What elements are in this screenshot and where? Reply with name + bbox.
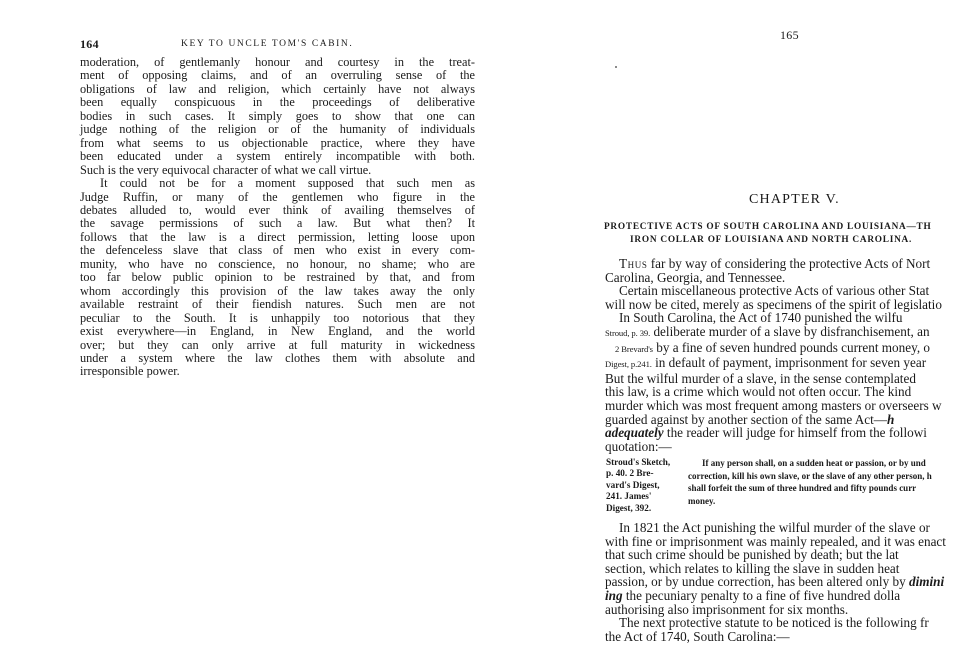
para-3-text-4: in default of payment, imprisonment for seven year xyxy=(655,355,927,371)
left-text-line: over; but they can only arrive at full maturity in wickedness xyxy=(80,337,475,352)
citation-text-line: money. xyxy=(688,495,716,506)
para-3-text-8: guarded against by another section of the same Act— xyxy=(605,411,887,427)
citation-source-line: 241. James' xyxy=(606,491,652,502)
para-3-line-4 xyxy=(605,356,980,372)
para-3-line-1: In South Carolina, the Act of 1740 punished the wilfu xyxy=(619,310,903,326)
para-1-lead: Thus xyxy=(619,256,648,271)
para-4-line-5 xyxy=(605,575,980,589)
running-head: KEY TO UNCLE TOM'S CABIN. xyxy=(181,39,354,49)
margin-note-digest: Digest, p.241. xyxy=(605,359,652,370)
left-text-line: irresponsible power. xyxy=(80,364,180,379)
left-text-line: been educated under a system entirely incompatible with both. xyxy=(80,149,475,164)
para-1-line-1 xyxy=(605,257,980,271)
para-2-line-2: will now be cited, merely as specimens of the spirit of legislatio xyxy=(605,296,942,312)
left-text-line: been equally conspicuous in the proceedings of deliberative xyxy=(80,95,475,110)
left-text-line: peculiar to the South. It is unhappily too notorious that they xyxy=(80,310,475,325)
left-text-line: ment of opposing claims, and of an overruling sense of the xyxy=(80,68,475,83)
para-4-text-6: the pecuniary penalty to a fine of five hundred dolla xyxy=(625,587,901,603)
page-speck xyxy=(615,66,617,68)
citation-text xyxy=(688,457,980,507)
right-body-text-2 xyxy=(605,521,980,643)
left-text-line: whom accordingly this provision of the law takes away the only xyxy=(80,283,475,298)
para-4-line-4: section, which relates to killing the slave in sudden heat xyxy=(605,560,900,576)
left-text-line: the defenceless slave that class of men who exist in every com- xyxy=(80,243,475,258)
para-3-line-7: murder which was most frequent among masters or overseers w xyxy=(605,397,942,413)
left-text-line: exist everywhere—in England, in New England, and the world xyxy=(80,324,475,339)
margin-note-brevard: 2 Brevard's xyxy=(615,343,653,354)
citation-text-line: If any person shall, on a sudden heat or passion, or by und xyxy=(702,458,926,468)
para-4-line-6 xyxy=(605,589,980,603)
para-4-line-1: In 1821 the Act punishing the wilful murder of the slave or xyxy=(619,520,930,535)
para-3-emphasis-9: adequately xyxy=(605,425,664,441)
para-3-line-3 xyxy=(605,341,980,357)
para-4-emphasis-5: dimini xyxy=(908,574,945,590)
para-3-line-5: But the wilful murder of a slave, in the sense contemplated xyxy=(605,370,916,386)
right-page xyxy=(590,0,980,667)
para-4-text-5: passion, or by undue correction, has been altered only by xyxy=(605,574,906,590)
para-1-text: far by way of considering the protective Acts of Nort xyxy=(650,256,931,271)
para-3-line-8 xyxy=(605,413,980,427)
para-3-text-2: deliberate murder of a slave by disfranchisement, an xyxy=(653,323,930,339)
citation-text-line: correction, kill his own slave, or the slave of any other person, h xyxy=(688,470,932,481)
para-5-line-1: The next protective statute to be noticed is the following fr xyxy=(619,615,929,631)
para-3-line-10: quotation:— xyxy=(605,438,672,454)
para-4-line-7: authorising also imprisonment for six months. xyxy=(605,601,849,617)
left-text-line: debates alluded to, would ever think of availing themselves of xyxy=(80,202,475,217)
left-text-line: obligations of law and religion, which certainly have not always xyxy=(80,81,475,96)
chapter-subtitle-line-1: PROTECTIVE ACTS OF SOUTH CAROLINA AND LOUISIANA—TH xyxy=(604,222,932,232)
para-3-text-9: the reader will judge for himself from the followi xyxy=(666,425,927,441)
margin-note-stroud: Stroud, p. 39. xyxy=(605,327,651,338)
chapter-title: CHAPTER V. xyxy=(749,192,840,207)
para-4-line-2: with fine or imprisonment was mainly repealed, and it was enact xyxy=(605,533,946,549)
left-text-line: It could not be for a moment supposed that such men as xyxy=(100,176,475,191)
left-text-line: under a system where the law clothes them with absolute and xyxy=(80,350,475,365)
left-text-line: munity, who have no conscience, no honour, no shame; who are xyxy=(80,256,475,271)
left-body-text xyxy=(80,56,475,379)
left-text-line: available restraint of their fiendish natures. Such men are not xyxy=(80,297,475,312)
para-4-line-3: that such crime should be punished by death; but the lat xyxy=(605,547,899,563)
citation-source-line: p. 40. 2 Bre- xyxy=(606,468,654,479)
left-text-line: judge nothing of the religion or of the humanity of individuals xyxy=(80,122,475,137)
para-3-line-2 xyxy=(605,325,980,341)
chapter-subtitle-line-2: IRON COLLAR OF LOUISIANA AND NORTH CAROLINA. xyxy=(630,235,913,245)
para-2-line-1: Certain miscellaneous protective Acts of various other Stat xyxy=(619,283,930,299)
left-text-line: moderation, of gentlemanly honour and courtesy in the treat- xyxy=(80,55,475,69)
para-3-line-6: this law, is a crime which would not often occur. The kind xyxy=(605,384,912,400)
citation-source-line: Stroud's Sketch, xyxy=(606,457,671,467)
right-page-number: 165 xyxy=(780,28,799,42)
para-3-emphasis-8: h xyxy=(886,411,895,427)
left-text-line: too far below public opinion to be restrained by that, and from xyxy=(80,270,475,285)
left-text-line: the savage permissions of such a law. But what then? It xyxy=(80,216,475,231)
para-3-text-3: by a fine of seven hundred pounds current money, o xyxy=(656,339,931,355)
left-text-line: follows that the law is a direct permission, letting loose upon xyxy=(80,229,475,244)
left-text-line: Judge Ruffin, or many of the gentlemen who figure in the xyxy=(80,189,475,204)
citation-source-line: Digest, 392. xyxy=(606,502,652,513)
citation-text-line: shall forfeit the sum of three hundred and fifty pounds curr xyxy=(688,483,917,494)
citation-source-line: vard's Digest, xyxy=(606,479,660,490)
left-page-number: 164 xyxy=(80,37,99,51)
para-4-emphasis-6: ing xyxy=(605,587,623,603)
left-text-line: from what seems to us objectionable practice, where they have xyxy=(80,135,475,150)
citation-source xyxy=(606,457,686,514)
left-text-line: Such is the very equivocal character of what we call virtue. xyxy=(80,162,372,177)
left-text-line: bodies in such cases. It simply goes to show that one can xyxy=(80,108,475,123)
para-3-line-9 xyxy=(605,426,980,440)
para-5-line-2: the Act of 1740, South Carolina:— xyxy=(605,628,790,644)
para-1-line-2: Carolina, Georgia, and Tennessee. xyxy=(605,269,786,285)
right-body-text xyxy=(605,257,980,453)
